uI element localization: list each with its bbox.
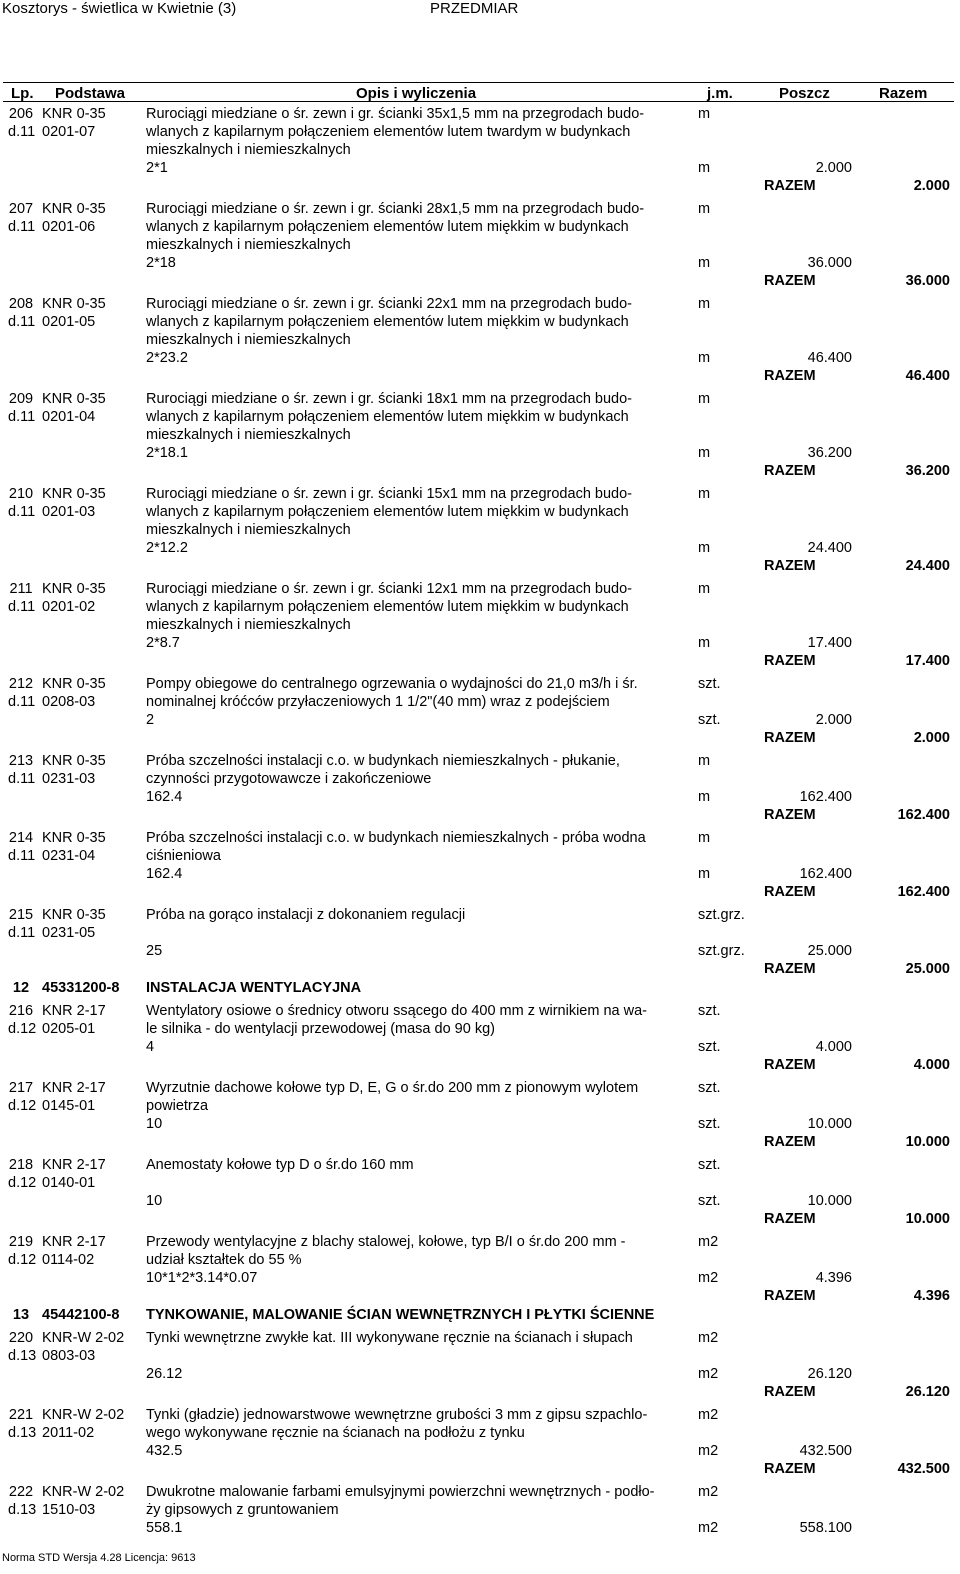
calculation-unit: m <box>698 866 711 882</box>
description-line: wlanych z kapilarnym połączeniem elementów lutem miękkim w budynkach <box>146 219 629 235</box>
calculation-unit: szt. <box>698 1039 721 1055</box>
item-podstawa: KNR 0-35 <box>42 753 106 769</box>
item-podstawa: 0201-06 <box>42 219 96 235</box>
cost-item <box>0 1152 960 1229</box>
item-calculation: 26.12 <box>146 1366 183 1382</box>
item-poszcz-value: 26.120 <box>807 1366 852 1382</box>
razem-label: RAZEM <box>764 961 816 977</box>
item-podstawa: 0208-03 <box>42 694 96 710</box>
description-line: ciśnieniowa <box>146 848 221 864</box>
item-razem-value: 24.400 <box>905 558 950 574</box>
item-lp: d.11 <box>8 925 36 941</box>
item-razem-value: 162.400 <box>897 807 950 823</box>
description-line: Pompy obiegowe do centralnego ogrzewania o wydajności do 21,0 m3/h i śr. <box>146 676 638 692</box>
item-podstawa: KNR 2-17 <box>42 1080 106 1096</box>
description-line: Wyrzutnie dachowe kołowe typ D, E, G o śr.do 200 mm z pionowym wylotem <box>146 1080 639 1096</box>
item-podstawa: 1510-03 <box>42 1502 96 1518</box>
razem-label: RAZEM <box>764 1461 816 1477</box>
calculation-unit: m2 <box>698 1270 719 1286</box>
cost-item <box>0 386 960 481</box>
razem-label: RAZEM <box>764 1134 816 1150</box>
item-description <box>146 485 686 539</box>
item-poszcz-value: 17.400 <box>807 635 852 651</box>
item-poszcz-value: 24.400 <box>807 540 852 556</box>
item-podstawa: KNR 0-35 <box>42 581 106 597</box>
item-calculation: 2*12.2 <box>146 540 188 556</box>
item-lp: 220 <box>8 1330 34 1346</box>
item-podstawa: 0803-03 <box>42 1348 96 1364</box>
item-description <box>146 1233 686 1269</box>
section-header <box>0 979 960 998</box>
item-lp: 219 <box>8 1234 34 1250</box>
description-line: Rurociągi miedziane o śr. zewn i gr. ścianki 18x1 mm na przegrodach budo- <box>146 391 632 407</box>
calculation-unit: m <box>698 789 711 805</box>
description-line: udział kształtek do 55 % <box>146 1252 302 1268</box>
item-podstawa: KNR-W 2-02 <box>42 1330 125 1346</box>
item-lp: d.11 <box>8 409 36 425</box>
calculation-unit: szt. <box>698 712 721 728</box>
cost-item <box>0 1325 960 1402</box>
item-unit: m <box>698 830 711 846</box>
item-lp: 215 <box>8 907 34 923</box>
item-calculation: 2*23.2 <box>146 350 188 366</box>
item-calculation: 558.1 <box>146 1520 183 1536</box>
item-unit: m2 <box>698 1330 719 1346</box>
description-line: Próba szczelności instalacji c.o. w budynkach niemieszkalnych - płukanie, <box>146 753 620 769</box>
item-podstawa: KNR 0-35 <box>42 486 106 502</box>
item-podstawa: KNR 0-35 <box>42 676 106 692</box>
item-description <box>146 675 686 711</box>
item-poszcz-value: 10.000 <box>807 1116 852 1132</box>
col-poszcz: Poszcz <box>779 85 830 102</box>
item-razem-value: 2.000 <box>913 178 950 194</box>
calculation-unit: m2 <box>698 1366 719 1382</box>
cost-item <box>0 998 960 1075</box>
item-podstawa: 0231-05 <box>42 925 96 941</box>
item-podstawa: KNR 0-35 <box>42 201 106 217</box>
item-lp: d.11 <box>8 599 36 615</box>
item-unit: szt. <box>698 1003 721 1019</box>
header-top-rule <box>3 82 954 83</box>
item-description <box>146 390 686 444</box>
razem-label: RAZEM <box>764 807 816 823</box>
item-podstawa: 0114-02 <box>42 1252 95 1268</box>
item-lp: d.11 <box>8 504 36 520</box>
description-line: mieszkalnych i niemieszkalnych <box>146 522 351 538</box>
description-line: Anemostaty kołowe typ D o śr.do 160 mm <box>146 1157 414 1173</box>
col-jm: j.m. <box>707 85 733 102</box>
item-razem-value: 4.396 <box>913 1288 950 1304</box>
description-line: Próba szczelności instalacji c.o. w budynkach niemieszkalnych - próba wodna <box>146 830 646 846</box>
item-podstawa: KNR 2-17 <box>42 1157 106 1173</box>
item-calculation: 2*18.1 <box>146 445 188 461</box>
item-calculation: 10*1*2*3.14*0.07 <box>146 1270 258 1286</box>
item-lp: d.13 <box>8 1502 37 1518</box>
item-description <box>146 105 686 159</box>
item-podstawa: 0201-04 <box>42 409 96 425</box>
item-unit: m <box>698 753 711 769</box>
section-title: TYNKOWANIE, MALOWANIE ŚCIAN WEWNĘTRZNYCH I PŁYTKI ŚCIENNE <box>146 1307 655 1323</box>
section-header <box>0 1306 960 1325</box>
item-description <box>146 906 686 924</box>
item-unit: m2 <box>698 1407 719 1423</box>
section-code: 45442100-8 <box>42 1307 120 1323</box>
document-type: PRZEDMIAR <box>430 0 519 17</box>
item-razem-value: 2.000 <box>913 730 950 746</box>
item-description <box>146 829 686 865</box>
item-unit: szt. <box>698 1157 721 1173</box>
item-razem-value: 46.400 <box>905 368 950 384</box>
item-calculation: 10 <box>146 1116 163 1132</box>
item-lp: d.11 <box>8 771 36 787</box>
item-lp: d.11 <box>8 314 36 330</box>
description-line: Rurociągi miedziane o śr. zewn i gr. ścianki 28x1,5 mm na przegrodach budo- <box>146 201 645 217</box>
item-podstawa: 0140-01 <box>42 1175 96 1191</box>
item-razem-value: 10.000 <box>905 1134 950 1150</box>
item-calculation: 162.4 <box>146 866 183 882</box>
item-podstawa: 0201-02 <box>42 599 96 615</box>
razem-label: RAZEM <box>764 558 816 574</box>
calculation-unit: m <box>698 160 711 176</box>
item-description <box>146 200 686 254</box>
razem-label: RAZEM <box>764 730 816 746</box>
description-line: Rurociągi miedziane o śr. zewn i gr. ścianki 35x1,5 mm na przegrodach budo- <box>146 106 645 122</box>
item-razem-value: 162.400 <box>897 884 950 900</box>
description-line: Rurociągi miedziane o śr. zewn i gr. ścianki 15x1 mm na przegrodach budo- <box>146 486 632 502</box>
item-poszcz-value: 4.396 <box>815 1270 852 1286</box>
item-lp: d.11 <box>8 124 36 140</box>
cost-item <box>0 291 960 386</box>
item-podstawa: KNR 0-35 <box>42 907 106 923</box>
item-unit: m <box>698 296 711 312</box>
item-poszcz-value: 36.200 <box>807 445 852 461</box>
item-description <box>146 580 686 634</box>
cost-item <box>0 825 960 902</box>
item-lp: d.13 <box>8 1348 37 1364</box>
item-unit: szt. <box>698 676 721 692</box>
calculation-unit: szt. <box>698 1193 721 1209</box>
item-lp: 216 <box>8 1003 34 1019</box>
item-razem-value: 17.400 <box>905 653 950 669</box>
description-line: Rurociągi miedziane o śr. zewn i gr. ścianki 12x1 mm na przegrodach budo- <box>146 581 632 597</box>
col-lp: Lp. <box>11 85 34 102</box>
cost-item <box>0 576 960 671</box>
calculation-unit: m2 <box>698 1520 719 1536</box>
item-poszcz-value: 10.000 <box>807 1193 852 1209</box>
section-code: 45331200-8 <box>42 980 120 996</box>
description-line: ży gipsowych z gruntowaniem <box>146 1502 339 1518</box>
cost-item <box>0 1479 960 1556</box>
razem-label: RAZEM <box>764 1288 816 1304</box>
description-line: Próba na gorąco instalacji z dokonaniem regulacji <box>146 907 466 923</box>
item-lp: d.11 <box>8 219 36 235</box>
item-poszcz-value: 36.000 <box>807 255 852 271</box>
calculation-unit: m2 <box>698 1443 719 1459</box>
document-title: Kosztorys - świetlica w Kwietnie (3) <box>2 0 237 17</box>
calculation-unit: szt.grz. <box>698 943 745 959</box>
description-line: nominalnej króćców przyłaczeniowych 1 1/2"(40 mm) wraz z podejściem <box>146 694 610 710</box>
item-unit: m <box>698 486 711 502</box>
item-podstawa: 0201-03 <box>42 504 96 520</box>
item-razem-value: 25.000 <box>905 961 950 977</box>
item-lp: 210 <box>8 486 34 502</box>
item-poszcz-value: 558.100 <box>799 1520 852 1536</box>
item-lp: d.11 <box>8 848 36 864</box>
item-podstawa: 0201-07 <box>42 124 96 140</box>
description-line: mieszkalnych i niemieszkalnych <box>146 332 351 348</box>
item-description <box>146 1079 686 1115</box>
razem-label: RAZEM <box>764 273 816 289</box>
item-podstawa: KNR 0-35 <box>42 830 106 846</box>
section-title: INSTALACJA WENTYLACYJNA <box>146 980 362 996</box>
item-calculation: 10 <box>146 1193 163 1209</box>
item-razem-value: 36.000 <box>905 273 950 289</box>
item-lp: d.13 <box>8 1425 37 1441</box>
item-description <box>146 1002 686 1038</box>
description-line: wlanych z kapilarnym połączeniem elementów lutem twardym w budynkach <box>146 124 631 140</box>
description-line: mieszkalnych i niemieszkalnych <box>146 237 351 253</box>
item-calculation: 2*8.7 <box>146 635 180 651</box>
item-poszcz-value: 432.500 <box>799 1443 852 1459</box>
cost-item <box>0 671 960 748</box>
item-lp: 214 <box>8 830 34 846</box>
section-number: 13 <box>12 1307 30 1323</box>
item-poszcz-value: 2.000 <box>815 160 852 176</box>
item-description <box>146 752 686 788</box>
item-calculation: 432.5 <box>146 1443 183 1459</box>
item-razem-value: 432.500 <box>897 1461 950 1477</box>
item-lp: d.11 <box>8 694 36 710</box>
item-poszcz-value: 162.400 <box>799 866 852 882</box>
razem-label: RAZEM <box>764 884 816 900</box>
item-calculation: 162.4 <box>146 789 183 805</box>
item-poszcz-value: 4.000 <box>815 1039 852 1055</box>
col-podstawa: Podstawa <box>55 85 126 102</box>
item-lp: 208 <box>8 296 34 312</box>
description-line: mieszkalnych i niemieszkalnych <box>146 617 351 633</box>
cost-item <box>0 902 960 979</box>
cost-item <box>0 481 960 576</box>
description-line: mieszkalnych i niemieszkalnych <box>146 142 351 158</box>
razem-label: RAZEM <box>764 1384 816 1400</box>
description-line: wlanych z kapilarnym połączeniem elementów lutem miękkim w budynkach <box>146 409 629 425</box>
item-lp: 211 <box>9 581 33 597</box>
item-unit: m2 <box>698 1484 719 1500</box>
item-podstawa: KNR 2-17 <box>42 1234 106 1250</box>
item-podstawa: KNR 2-17 <box>42 1003 106 1019</box>
item-lp: d.12 <box>8 1021 37 1037</box>
item-description <box>146 295 686 349</box>
calculation-unit: m <box>698 635 711 651</box>
item-podstawa: 0145-01 <box>42 1098 96 1114</box>
cost-item <box>0 101 960 196</box>
item-poszcz-value: 25.000 <box>807 943 852 959</box>
item-calculation: 25 <box>146 943 163 959</box>
item-description <box>146 1329 686 1347</box>
item-podstawa: KNR 0-35 <box>42 296 106 312</box>
item-unit: m <box>698 201 711 217</box>
item-lp: 206 <box>8 106 34 122</box>
description-line: Tynki wewnętrzne zwykłe kat. III wykonywane ręcznie na ścianach i słupach <box>146 1330 633 1346</box>
col-opis: Opis i wyliczenia <box>356 85 477 102</box>
item-podstawa: 0231-03 <box>42 771 96 787</box>
item-poszcz-value: 46.400 <box>807 350 852 366</box>
description-line: czynności przygotowawcze i zakończeniowe <box>146 771 432 787</box>
item-description <box>146 1483 686 1519</box>
item-lp: 222 <box>8 1484 34 1500</box>
col-razem: Razem <box>879 85 928 102</box>
item-poszcz-value: 2.000 <box>815 712 852 728</box>
item-lp: 213 <box>8 753 34 769</box>
item-poszcz-value: 162.400 <box>799 789 852 805</box>
description-line: wlanych z kapilarnym połączeniem elementów lutem miękkim w budynkach <box>146 314 629 330</box>
section-number: 12 <box>12 980 30 996</box>
item-razem-value: 36.200 <box>905 463 950 479</box>
item-lp: 218 <box>8 1157 34 1173</box>
cost-item <box>0 196 960 291</box>
calculation-unit: m <box>698 255 711 271</box>
calculation-unit: szt. <box>698 1116 721 1132</box>
cost-item <box>0 1075 960 1152</box>
description-line: powietrza <box>146 1098 209 1114</box>
razem-label: RAZEM <box>764 368 816 384</box>
description-line: wlanych z kapilarnym połączeniem elementów lutem miękkim w budynkach <box>146 504 629 520</box>
item-podstawa: 0205-01 <box>42 1021 96 1037</box>
description-line: Dwukrotne malowanie farbami emulsyjnymi powierzchni wewnętrznych - podło- <box>146 1484 655 1500</box>
item-unit: m <box>698 391 711 407</box>
item-lp: 207 <box>8 201 34 217</box>
description-line: le silnika - do wentylacji przewodowej (masa do 90 kg) <box>146 1021 495 1037</box>
razem-label: RAZEM <box>764 1211 816 1227</box>
razem-label: RAZEM <box>764 463 816 479</box>
item-lp: d.12 <box>8 1175 37 1191</box>
description-line: Rurociągi miedziane o śr. zewn i gr. ścianki 22x1 mm na przegrodach budo- <box>146 296 632 312</box>
item-lp: d.12 <box>8 1098 37 1114</box>
item-lp: 221 <box>8 1407 34 1423</box>
description-line: mieszkalnych i niemieszkalnych <box>146 427 351 443</box>
item-podstawa: KNR-W 2-02 <box>42 1484 125 1500</box>
description-line: Wentylatory osiowe o średnicy otworu ssącego do 400 mm z wirnikiem na wa- <box>146 1003 647 1019</box>
item-podstawa: 0231-04 <box>42 848 96 864</box>
item-podstawa: KNR-W 2-02 <box>42 1407 125 1423</box>
item-podstawa: KNR 0-35 <box>42 106 106 122</box>
description-line: Przewody wentylacyjne z blachy stalowej, kołowe, typ B/I o śr.do 200 mm - <box>146 1234 626 1250</box>
item-lp: 212 <box>8 676 34 692</box>
calculation-unit: m <box>698 540 711 556</box>
description-line: wego wykonywane ręcznie na ścianach na podłożu z tynku <box>146 1425 525 1441</box>
item-podstawa: 0201-05 <box>42 314 96 330</box>
razem-label: RAZEM <box>764 178 816 194</box>
item-description <box>146 1156 686 1174</box>
item-razem-value: 4.000 <box>913 1057 950 1073</box>
razem-label: RAZEM <box>764 653 816 669</box>
item-razem-value: 26.120 <box>905 1384 950 1400</box>
cost-item <box>0 1402 960 1479</box>
item-calculation: 2*1 <box>146 160 168 176</box>
item-unit: szt. <box>698 1080 721 1096</box>
item-podstawa: 2011-02 <box>42 1425 95 1441</box>
item-podstawa: KNR 0-35 <box>42 391 106 407</box>
calculation-unit: m <box>698 445 711 461</box>
item-unit: m <box>698 581 711 597</box>
item-razem-value: 10.000 <box>905 1211 950 1227</box>
item-unit: szt.grz. <box>698 907 745 923</box>
footer-license: Norma STD Wersja 4.28 Licencja: 9613 <box>2 1552 196 1564</box>
cost-item <box>0 748 960 825</box>
cost-items <box>0 101 960 1556</box>
calculation-unit: m <box>698 350 711 366</box>
description-line: wlanych z kapilarnym połączeniem elementów lutem miękkim w budynkach <box>146 599 629 615</box>
item-calculation: 2*18 <box>146 255 176 271</box>
cost-item <box>0 1229 960 1306</box>
description-line: Tynki (gładzie) jednowarstwowe wewnętrzne grubości 3 mm z gipsu szpachlo- <box>146 1407 648 1423</box>
item-calculation: 4 <box>146 1039 155 1055</box>
item-description <box>146 1406 686 1442</box>
item-lp: d.12 <box>8 1252 37 1268</box>
item-unit: m <box>698 106 711 122</box>
item-calculation: 2 <box>146 712 155 728</box>
item-lp: 209 <box>8 391 34 407</box>
item-lp: 217 <box>8 1080 34 1096</box>
item-unit: m2 <box>698 1234 719 1250</box>
razem-label: RAZEM <box>764 1057 816 1073</box>
